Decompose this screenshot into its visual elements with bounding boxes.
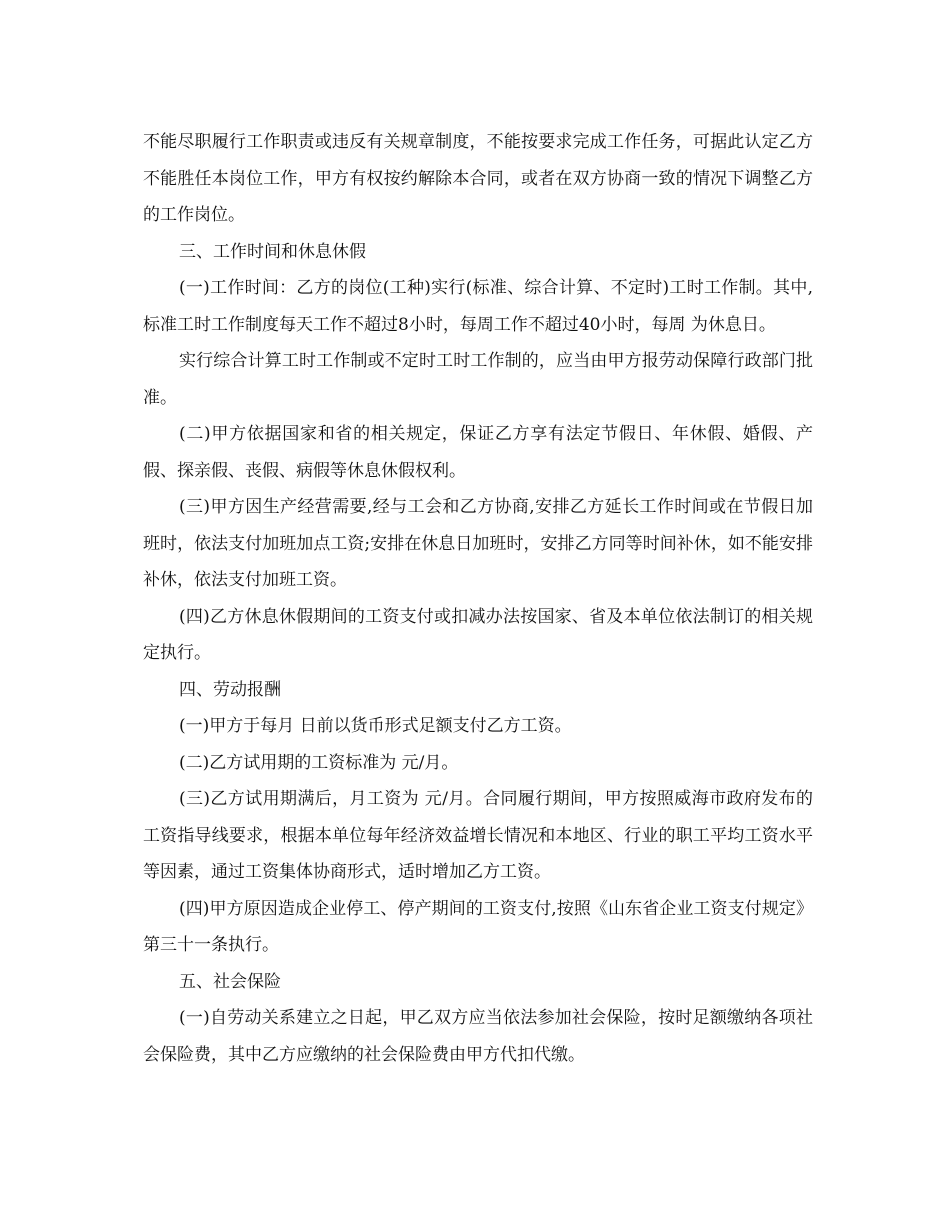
paragraph-overtime: (三)甲方因生产经营需要,经与工会和乙方协商,安排乙方延长工作时间或在节假日加班时，依法支付加班加点工资;安排在休息日加班时，安排乙方同等时间补休，如不能安排补休，依法支付加班工资。 bbox=[143, 497, 813, 590]
paragraph-social-insurance: (一)自劳动关系建立之日起，甲乙双方应当依法参加社会保险，按时足额缴纳各项社会保险费，其中乙方应缴纳的社会保险费由甲方代扣代缴。 bbox=[143, 1008, 813, 1065]
section-heading-social-insurance: 五、社会保险 bbox=[179, 971, 281, 992]
document-body bbox=[143, 124, 813, 1073]
paragraph-monthly-salary: (三)乙方试用期满后，月工资为 元/月。合同履行期间，甲方按照威海市政府发布的工资指导线要求，根据本单位每年经济效益增长情况和本地区、行业的职工平均工资水平等因素，通过工资集体协商形式，适时增加乙方工资。 bbox=[143, 789, 813, 882]
paragraph-pay-date: (一)甲方于每月 日前以货币形式足额支付乙方工资。 bbox=[179, 716, 572, 736]
paragraph-leave-pay: (四)乙方休息休假期间的工资支付或扣减办法按国家、省及本单位依法制订的相关规定执行。 bbox=[143, 606, 813, 663]
section-heading-work-hours: 三、工作时间和休息休假 bbox=[179, 241, 366, 262]
paragraph-leave-rights: (二)甲方依据国家和省的相关规定，保证乙方享有法定节假日、年休假、婚假、产假、探亲假、丧假、病假等休息休假权利。 bbox=[143, 424, 813, 481]
paragraph-continuation: 不能尽职履行工作职责或违反有关规章制度，不能按要求完成工作任务，可据此认定乙方不能胜任本岗位工作，甲方有权按约解除本合同，或者在双方协商一致的情况下调整乙方的工作岗位。 bbox=[143, 132, 813, 225]
paragraph-work-time: (一)工作时间：乙方的岗位(工种)实行(标准、综合计算、不定时)工时工作制。其中,标准工时工作制度每天工作不超过8小时，每周工作不超过40小时，每周 为休息日。 bbox=[143, 278, 813, 335]
paragraph-probation-pay: (二)乙方试用期的工资标准为 元/月。 bbox=[179, 752, 459, 773]
paragraph-comprehensive-hours: 实行综合计算工时工作制或不定时工时工作制的，应当由甲方报劳动保障行政部门批准。 bbox=[143, 351, 813, 408]
section-heading-remuneration: 四、劳动报酬 bbox=[179, 679, 281, 700]
paragraph-shutdown-pay: (四)甲方原因造成企业停工、停产期间的工资支付,按照《山东省企业工资支付规定》第三十一条执行。 bbox=[143, 898, 813, 955]
